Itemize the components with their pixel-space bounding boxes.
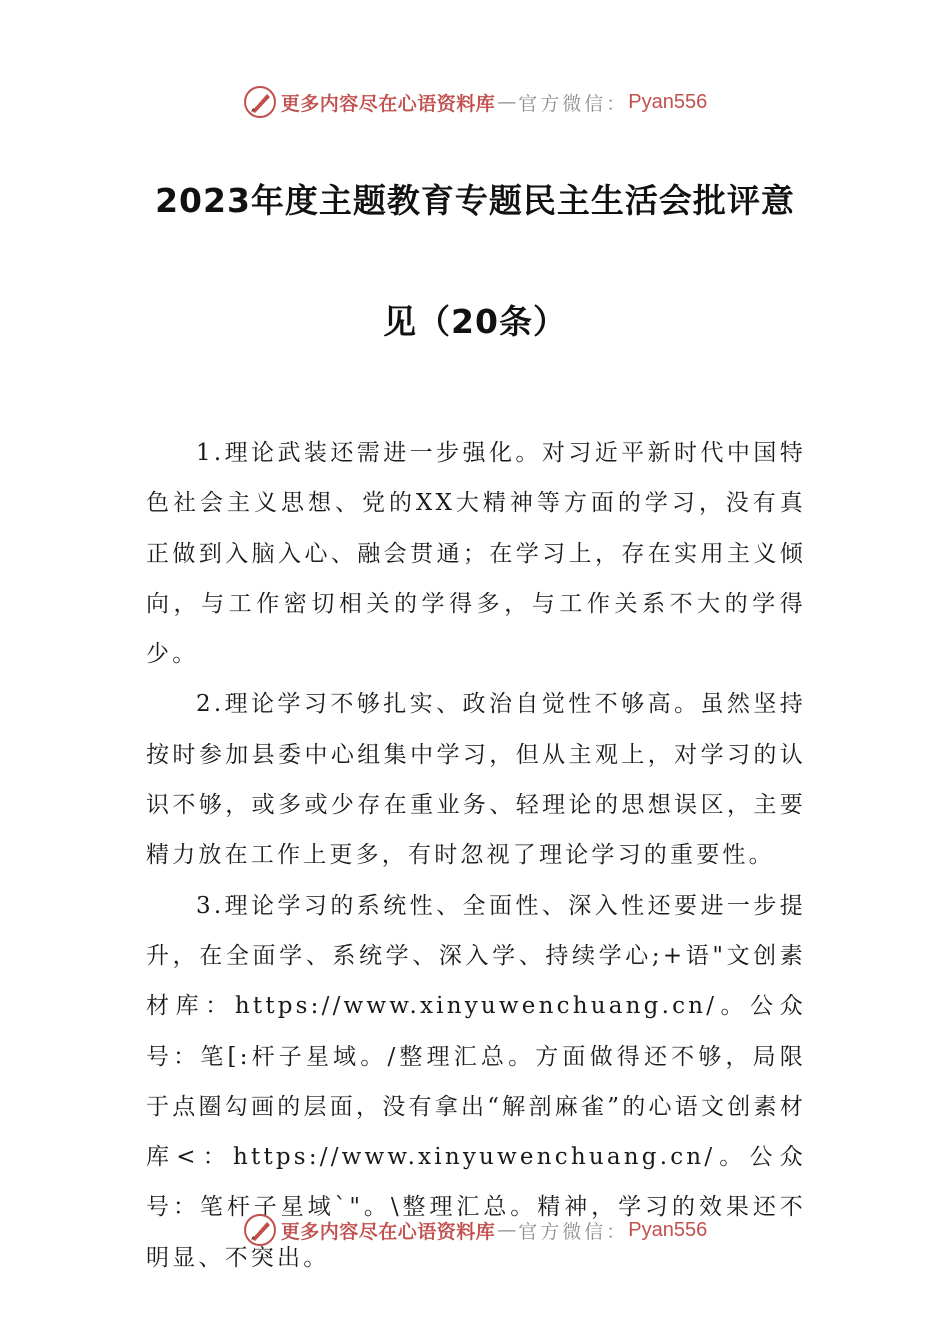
paragraph-2: 2.理论学习不够扎实、政治自觉性不够高。虽然坚持按时参加县委中心组集中学习，但从主观上，对学习的认识不够，或多或少存在重业务、轻理论的思想误区，主要精力放在工作上更多，有时忽视了理论学习的重要性。 (146, 691, 806, 869)
page-title-line2: 见（20条） (383, 302, 567, 341)
paragraph-1: 1.理论武装还需进一步强化。对习近平新时代中国特色社会主义思想、党的XX大精神等方面的学习，没有真正做到入脑入心、融会贯通；在学习上，存在实用主义倾向，与工作密切相关的学得多，与工作关系不大的学得少。 (146, 440, 806, 668)
pen-logo-icon (243, 1213, 277, 1247)
header-wechat-id: Pyan556 (628, 90, 708, 113)
document-body (146, 428, 806, 1283)
footer-dash: — (497, 1219, 517, 1241)
footer-wechat-id: Pyan556 (628, 1218, 708, 1241)
paragraph-3: 3.理论学习的系统性、全面性、深入性还要进一步提升，在全面学、系统学、深入学、持续学心;+语"文创素材库：https://www.xinyuwenchuang.cn/。公众号：笔[:杆子星域。/整理汇总。方面做得还不够，局限于点圈勾画的层面，没有拿出“解剖麻雀”的心语文创素材库<：https://www.xinyuwenchuang.cn/。公众号：笔杆子星域`"。\整理汇总。精神，学习的效果还不明显、不突出。 (146, 892, 806, 1271)
page-title-line1: 2023年度主题教育专题民主生活会批评意 (155, 181, 795, 220)
footer-banner (0, 1210, 950, 1250)
header-brand: 更多内容尽在心语资料库 (280, 92, 496, 115)
header-banner (0, 82, 950, 122)
footer-label: 官方微信： (518, 1220, 629, 1243)
footer-brand: 更多内容尽在心语资料库 (280, 1220, 496, 1243)
pen-logo-icon (243, 85, 277, 119)
header-label: 官方微信： (518, 92, 629, 115)
header-dash: — (497, 91, 517, 113)
